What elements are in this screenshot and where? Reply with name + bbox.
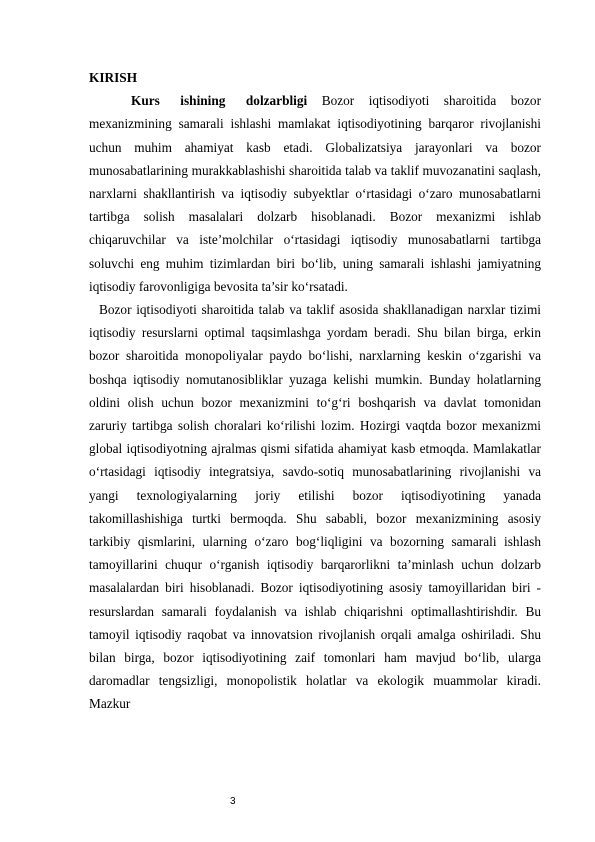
document-page bbox=[89, 66, 541, 716]
page-number: 3 bbox=[230, 796, 236, 807]
paragraph-relevance bbox=[89, 89, 541, 298]
paragraph-lead-term: Kurs ishining dolzarbligi bbox=[131, 93, 308, 109]
paragraph-market-prices: Bozor iqtisodiyoti sharoitida talab va taklif asosida shakllanadigan narxlar tizimi iqtisodiy resurslarni optimal taqsimlashga yordam beradi. Shu bilan birga, erkin bozor sharoitida monopoliyalar paydo bo‘lishi, narxlarning keskin o‘zgarishi va boshqa iqtisodiy nomutanosibliklar yuzaga kelishi mumkin. Bunday holatlarning oldini olish uchun bozor mexanizmini to‘g‘ri boshqarish va davlat tomonidan zaruriy tartibga solish choralari ko‘rilishi lozim. Hozirgi vaqtda bozor mexanizmi global iqtisodiyotning ajralmas qismi sifatida ahamiyat kasb etmoqda. Mamlakatlar o‘rtasidagi iqtisodiy integratsiya, savdo-sotiq munosabatlarining rivojlanishi va yangi texnologiyalarning joriy etilishi bozor iqtisodiyotining yanada takomillashishiga turtki bermoqda. Shu sababli, bozor mexanizmining asosiy tarkibiy qismlarini, ularning o‘zaro bog‘liqligini va bozorning samarali ishlash tamoyillarini chuqur o‘rganish iqtisodiy barqarorlikni ta’minlash uchun dolzarb masalalardan biri hisoblanadi. Bozor iqtisodiyotining asosiy tamoyillaridan biri - resurslardan samarali foydalanish va ishlab chiqarishni optimallashtirishdir. Bu tamoyil iqtisodiy raqobat va innovatsion rivojlanish orqali amalga oshiriladi. Shu bilan birga, bozor iqtisodiyotining zaif tomonlari ham mavjud bo‘lib, ularga daromadlar tengsizligi, monopolistik holatlar va ekologik muammolar kiradi. Mazkur bbox=[89, 302, 541, 712]
paragraph-body: Bozor iqtisodiyoti sharoitida bozor mexanizmining samarali ishlashi mamlakat iqtisodiyotining barqaror rivojlanishi uchun muhim ahamiyat kasb etadi. Globalizatsiya jarayonlari va bozor munosabatlarining murakkablashishi sharoitida talab va taklif muvozanatini saqlash, narxlarni shakllantirish va iqtisodiy subyektlar o‘rtasidagi o‘zaro munosabatlarni tartibga solish masalalari dolzarb hisoblanadi. Bozor mexanizmi ishlab chiqaruvchilar va iste’molchilar o‘rtasidagi iqtisodiy munosabatlarni tartibga soluvchi eng muhim tizimlardan biri bo‘lib, uning samarali ishlashi jamiyatning iqtisodiy farovonligiga bevosita ta’sir ko‘rsatadi. bbox=[89, 93, 541, 294]
section-heading: KIRISH bbox=[89, 70, 138, 85]
